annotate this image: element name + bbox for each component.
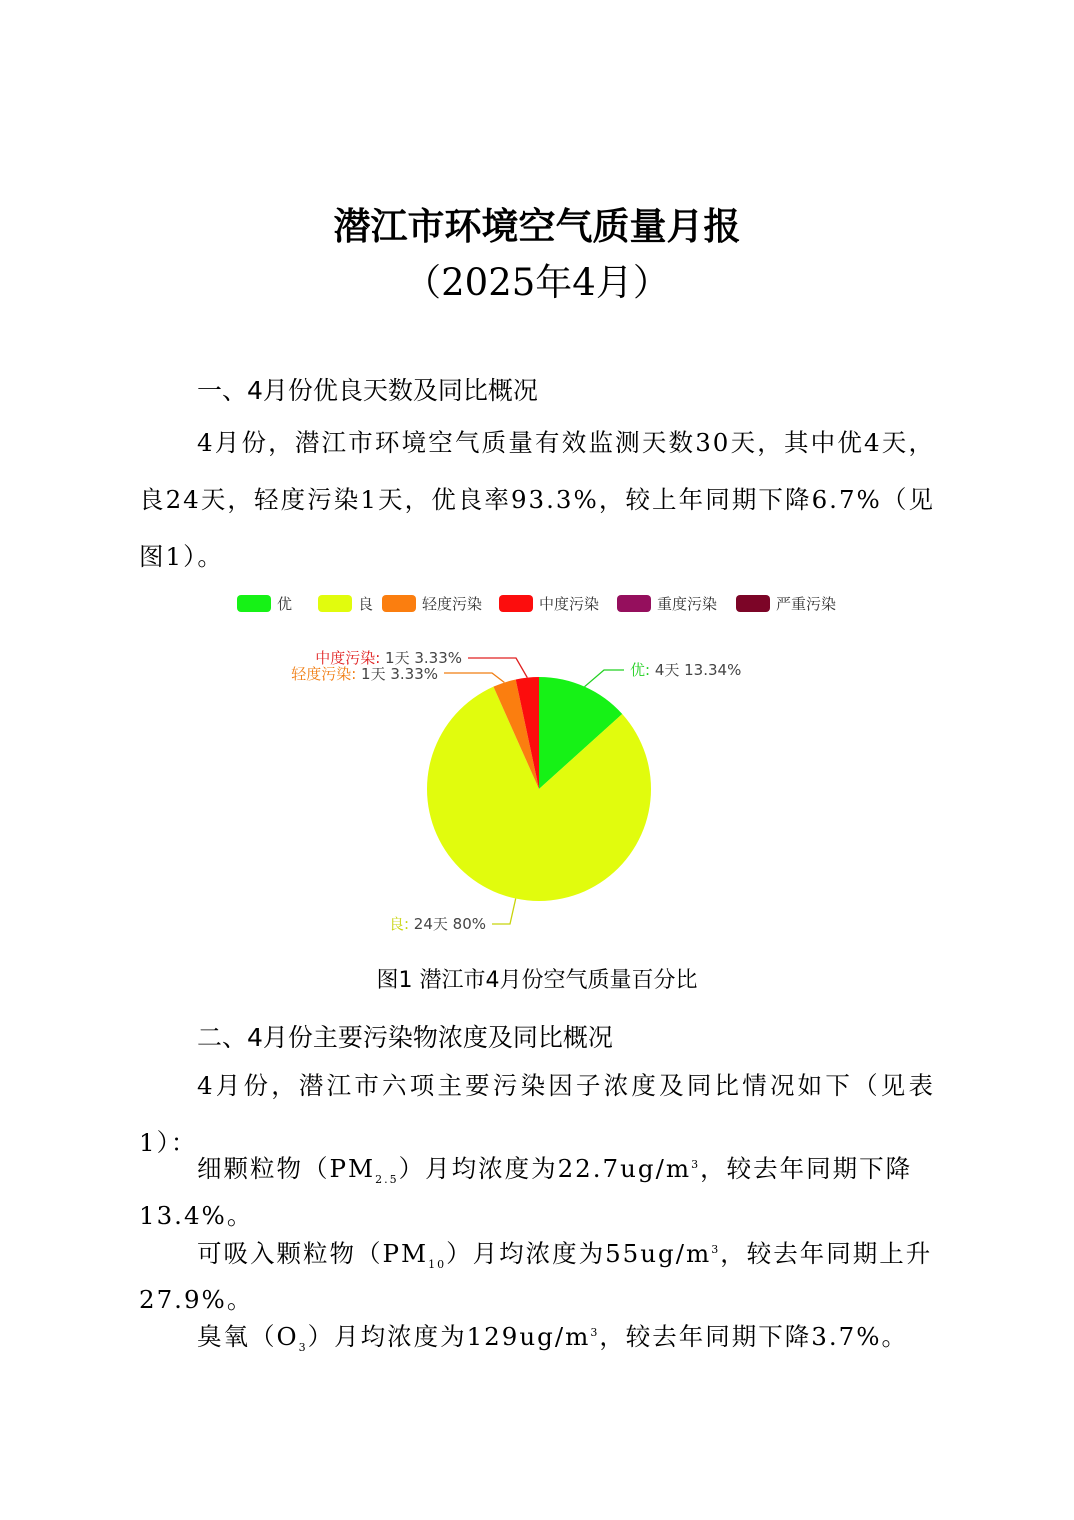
o3-line: 臭氧$(O_3)$月均浓度为$129ug/m^3$，较去年同期下降3.7%。 xyxy=(197,1322,909,1354)
leader-line-excellent xyxy=(585,670,624,687)
legend-label-severe-pollution[interactable]: 严重污染 xyxy=(776,595,837,613)
figure1-caption: 图1 潜江市4月份空气质量百分比 xyxy=(376,968,698,993)
pm10-line1: 可吸入颗粒物$(PM_{10})$月均浓度为$55ug/m^3$，较去年同期上升 xyxy=(197,1239,933,1271)
legend-swatch-good[interactable] xyxy=(318,595,352,612)
legend-label-light-pollution[interactable]: 轻度污染 xyxy=(422,595,483,613)
legend-swatch-light-pollution[interactable] xyxy=(382,595,416,612)
pm10-line2: 27.9%。 xyxy=(139,1285,254,1314)
pie-label-light-pollution: 轻度污染: 1天 3.33% xyxy=(291,665,438,683)
pm25-line1: 细颗粒物$(PM_{2.5})$月均浓度为$22.7ug/m^3$，较去年同期下降 xyxy=(197,1154,913,1186)
chart-legend xyxy=(237,595,836,613)
legend-label-excellent[interactable]: 优 xyxy=(277,595,293,613)
legend-label-moderate-pollution[interactable]: 中度污染 xyxy=(539,595,600,613)
legend-label-heavy-pollution[interactable]: 重度污染 xyxy=(657,595,718,613)
report-subtitle: （2025年4月） xyxy=(404,261,670,304)
leader-line-good xyxy=(492,899,516,924)
section1-heading: 一、4月份优良天数及同比概况 xyxy=(197,376,538,405)
air-quality-pie-chart xyxy=(0,585,1074,945)
section1-paragraph: 4月份，潜江市环境空气质量有效监测天数30天，其中优4天，良24天，轻度污染1天，优良率93.3%，较上年同期下降6.7%（见图1）。 xyxy=(139,428,935,571)
section2-intro-paragraph: 4月份，潜江市六项主要污染因子浓度及同比情况如下（见表1）： xyxy=(139,1071,935,1157)
pie-label-excellent: 优: 4天 13.34% xyxy=(630,661,742,679)
legend-swatch-severe-pollution[interactable] xyxy=(736,595,770,612)
report-title: 潜江市环境空气质量月报 xyxy=(333,204,741,248)
pie-slices xyxy=(427,677,651,901)
legend-swatch-heavy-pollution[interactable] xyxy=(617,595,651,612)
pm25-line2: 13.4%。 xyxy=(139,1201,254,1230)
legend-label-good[interactable]: 良 xyxy=(358,595,374,613)
pie-label-moderate-pollution: 中度污染: 1天 3.33% xyxy=(315,649,462,667)
leader-line-moderate-pollution xyxy=(468,658,527,678)
legend-swatch-excellent[interactable] xyxy=(237,595,271,612)
leader-line-light-pollution xyxy=(444,673,504,682)
pie-label-good: 良: 24天 80% xyxy=(388,915,486,933)
section2-heading: 二、4月份主要污染物浓度及同比概况 xyxy=(197,1023,613,1052)
legend-swatch-moderate-pollution[interactable] xyxy=(499,595,533,612)
